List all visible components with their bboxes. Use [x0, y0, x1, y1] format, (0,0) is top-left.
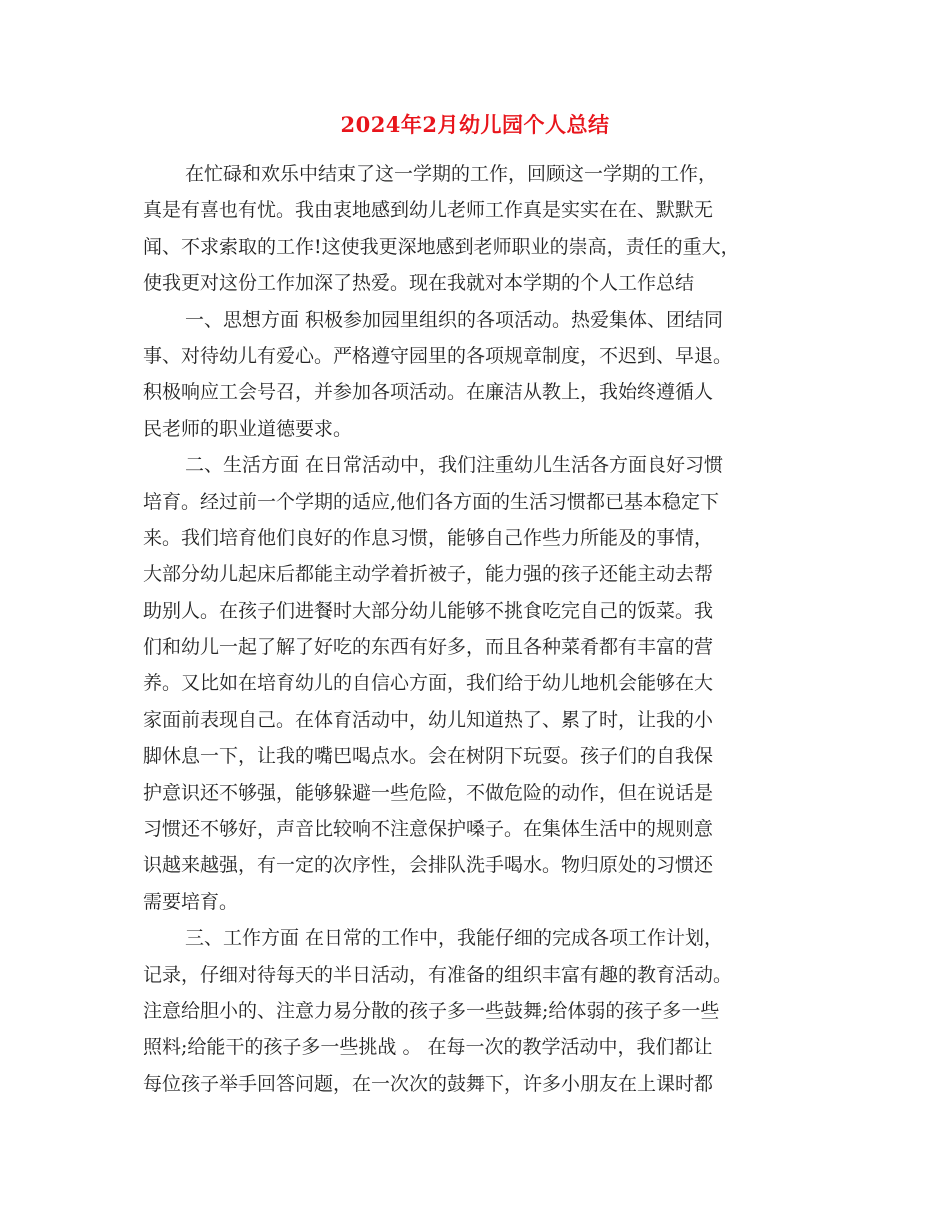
- paragraph-line: 每位孩子举手回答问题，在一次次的鼓舞下，许多小朋友在上课时都: [143, 1072, 714, 1095]
- paragraph-line: 注意给胆小的、注意力易分散的孩子多一些鼓舞;给体弱的孩子多一些: [143, 999, 720, 1022]
- paragraph-line: 照料;给能干的孩子多一些挑战 。 在每一次的教学活动中，我们都让: [143, 1036, 713, 1059]
- paragraph-line: 养。又比如在培育幼儿的自信心方面，我们给于幼儿地机会能够在大: [143, 672, 714, 695]
- paragraph-line: 积极响应工会号召，并参加各项活动。在廉洁从教上，我始终遵循人: [143, 381, 714, 404]
- paragraph-first-line: 一、思想方面 积极参加园里组织的各项活动。热爱集体、团结同: [185, 308, 724, 331]
- paragraph-line: 真是有喜也有忧。我由衷地感到幼儿老师工作真是实实在在、默默无: [143, 199, 714, 222]
- paragraph-first-line: 三、工作方面 在日常的工作中，我能仔细的完成各项工作计划，: [185, 927, 724, 950]
- paragraph-line: 家面前表现自己。在体育活动中，幼儿知道热了、累了时，让我的小: [143, 708, 714, 731]
- paragraph-line: 大部分幼儿起床后都能主动学着折被子，能力强的孩子还能主动去帮: [143, 563, 714, 586]
- paragraph-first-line: 在忙碌和欢乐中结束了这一学期的工作，回顾这一学期的工作，: [185, 163, 718, 185]
- paragraph-line: 培育。经过前一个学期的适应,他们各方面的生活习惯都已基本稳定下: [143, 490, 720, 513]
- paragraph-line: 习惯还不够好，声音比较响不注意保护嗓子。在集体生活中的规则意: [143, 818, 714, 841]
- paragraph-line: 民老师的职业道德要求。: [143, 417, 353, 440]
- document-title: 2024年2月幼儿园个人总结: [340, 112, 610, 137]
- paragraph-first-line: 二、生活方面 在日常活动中，我们注重幼儿生活各方面良好习惯: [185, 454, 724, 477]
- paragraph-line: 脚休息一下，让我的嘴巴喝点水。会在树阴下玩耍。孩子们的自我保: [143, 745, 714, 768]
- paragraph-line: 们和幼儿一起了解了好吃的东西有好多，而且各种菜肴都有丰富的营: [143, 636, 714, 659]
- paragraph-line: 来。我们培育他们良好的作息习惯，能够自己作些力所能及的事情，: [143, 526, 714, 549]
- paragraph-line: 需要培育。: [143, 890, 239, 913]
- paragraph-line: 事、对待幼儿有爱心。严格遵守园里的各项规章制度，不迟到、早退。: [143, 344, 733, 367]
- document-body: [143, 156, 823, 1102]
- paragraph-line: 闻、不求索取的工作!这使我更深地感到老师职业的崇高，责任的重大，: [143, 235, 740, 258]
- paragraph-line: 记录，仔细对待每天的半日活动，有准备的组织丰富有趣的教育活动。: [143, 963, 733, 986]
- paragraph-line: 助别人。在孩子们进餐时大部分幼儿能够不挑食吃完自己的饭菜。我: [143, 599, 714, 622]
- paragraph-line: 护意识还不够强，能够躲避一些危险，不做危险的动作，但在说话是: [143, 781, 714, 804]
- paragraph-line: 使我更对这份工作加深了热爱。现在我就对本学期的个人工作总结: [143, 272, 695, 295]
- paragraph-line: 识越来越强，有一定的次序性，会排队洗手喝水。物归原处的习惯还: [143, 854, 714, 877]
